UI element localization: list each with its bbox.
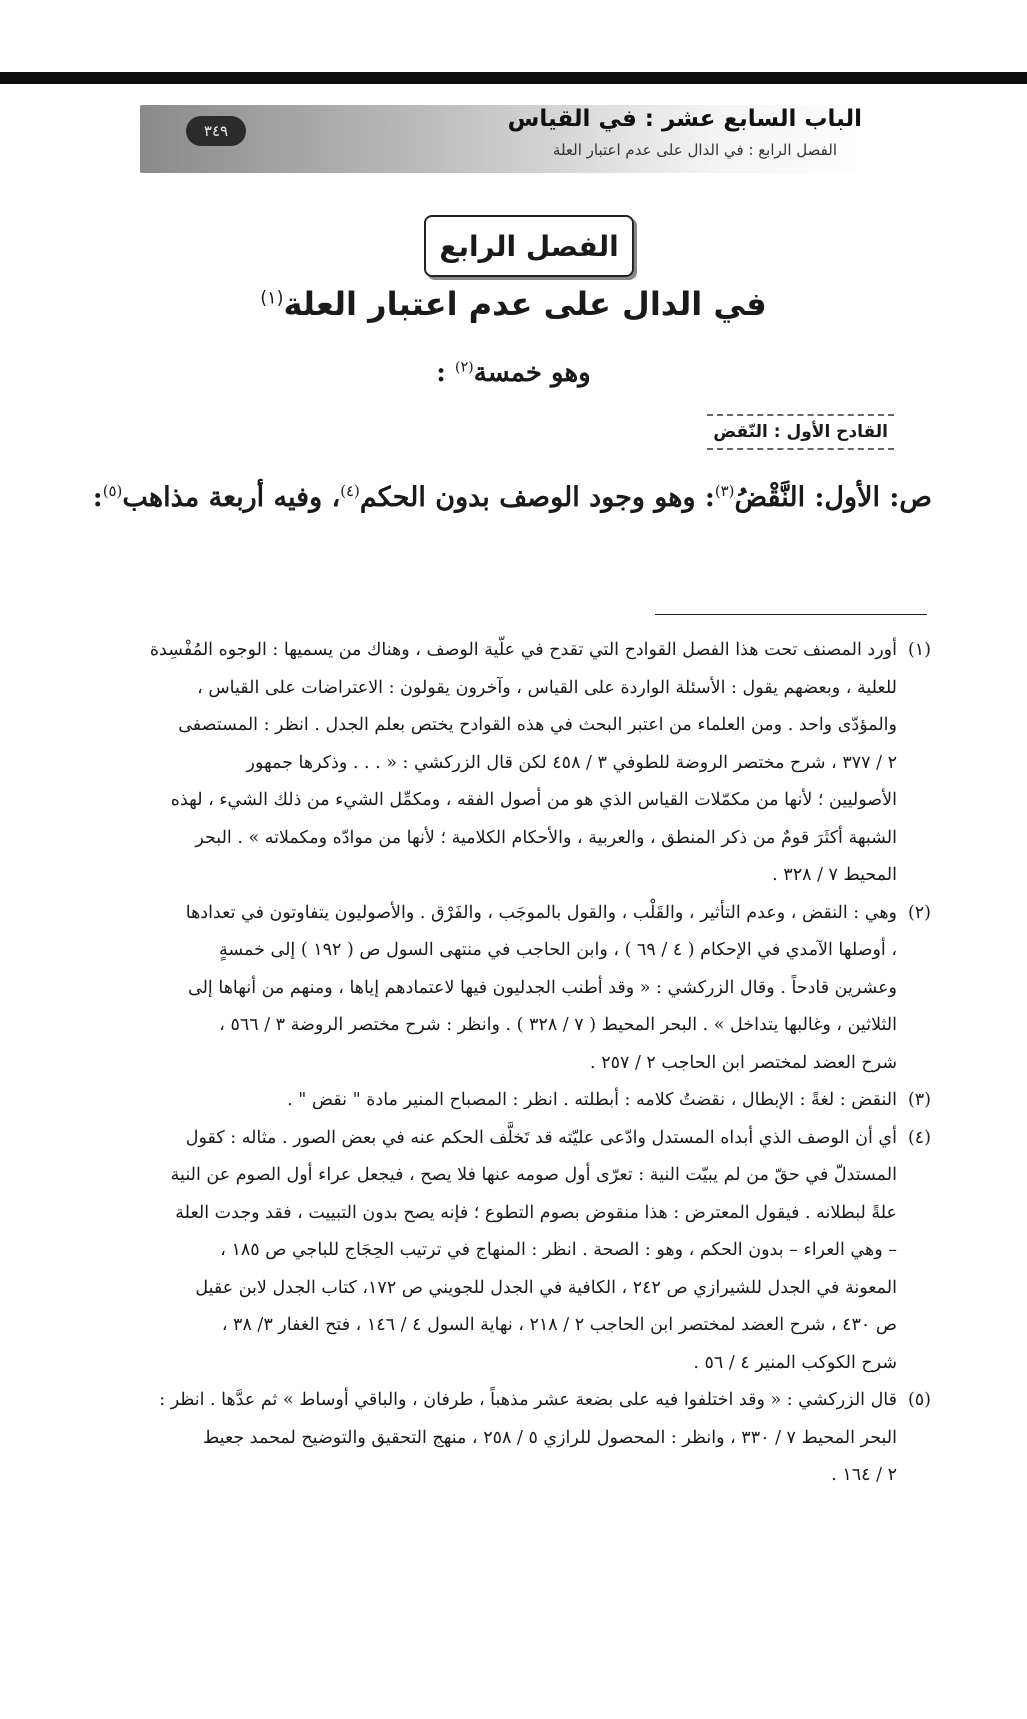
main-text-part3: ، وفيه أربعة مذاهب (122, 482, 341, 513)
footnote-line: شرح العضد لمختصر ابن الحاجب ٢ / ٢٥٧ . (590, 1052, 897, 1073)
footnote-line: قال الزركشي : « وقد اختلفوا فيه على بضعة عشر مذهباً ، طرفان ، والباقي أوساط » ثم عدَّها . انظر : (159, 1390, 897, 1410)
footnote-line: الشبهة أكثَرَ قومٌ من ذكر المنطق ، والعربية ، والأحكام الكلامية ؛ لأنها من موادّه ومكملاته » . البحر (195, 827, 897, 848)
chapter-box-title: الفصل الرابع (424, 215, 634, 277)
footnote-1 (97, 632, 931, 895)
footnote-ref-4: (٤) (340, 482, 360, 500)
footnote-line: أي أن الوصف الذي أبداه المستدل وادّعى عليّته قد تَخلَّف الحكم عنه في بعض الصور . مثاله : كقول (185, 1127, 897, 1148)
footnote-number: (٣) (907, 1090, 931, 1110)
footnote-line: المستدلّ في حقّ من لم يبيّت النية : تعرّى أول صومه عنها فلا يصح ، فيجعل عراء أول الصوم عن النية (170, 1165, 897, 1185)
running-header-subtitle: الفصل الرابع : في الدال على عدم اعتبار العلة (552, 141, 837, 159)
footnote-line: ص ٤٣٠ ، شرح العضد لمختصر ابن الحاجب ٢ / ٢١٨ ، نهاية السول ٤ / ١٤٦ ، فتح الغفار ٣/ ٣٨ ، (221, 1315, 897, 1335)
footnote-ref-2: (٢) (454, 359, 474, 376)
footnote-number: (٤) (907, 1127, 931, 1148)
footnote-line: للعلية ، وبعضهم يقول : الأسئلة الواردة على القياس ، وآخرون يقولون : الاعتراضات على القياس ، (197, 677, 897, 698)
footnote-text (97, 1120, 897, 1383)
footnote-line: والمؤدّى واحد . ومن العلماء من اعتبر البحث في هذه القوادح يختص بعلم الجدل . انظر : المستصفى (178, 715, 897, 735)
footnote-text (97, 895, 897, 1083)
footnote-2 (97, 895, 931, 1083)
footnote-ref-3: (٣) (714, 482, 735, 500)
footnote-text (97, 1082, 897, 1120)
footnote-line: النقض : لغةً : الإبطال ، نقضتُ كلامه : أبطلته . انظر : المصباح المنير مادة " نقض " . (287, 1090, 897, 1110)
footnote-number: (٥) (907, 1390, 931, 1410)
footnote-3 (97, 1082, 931, 1120)
footnote-text (97, 1382, 897, 1495)
footnote-line: المحيط ٧ / ٣٢٨ . (772, 865, 897, 885)
footnote-5 (97, 1382, 931, 1495)
footnote-number: (١) (907, 640, 931, 660)
footnote-line: شرح الكوكب المنير ٤ / ٥٦ . (693, 1352, 897, 1373)
footnote-text (97, 632, 897, 895)
footnote-line: وهي : النقض ، وعدم التأثير ، والقَلْب ، والقول بالموجَب ، والفَرْق . والأصوليون يتفاوتون في تعدادها (185, 902, 897, 923)
footnote-separator (655, 614, 927, 615)
footnote-line: ٢ / ١٦٤ . (831, 1465, 897, 1485)
footnote-number: (٢) (907, 902, 931, 923)
top-rule (0, 72, 1027, 84)
footnote-line: الثلاثين ، وغالبها يتداخل » . البحر المحيط ( ٧ / ٣٢٨ ) . وانظر : شرح مختصر الروضة ٣ / ٥٦٦ ، (219, 1015, 897, 1035)
count-suffix: : (436, 358, 455, 388)
footnote-line: علةً لبطلانه . فيقول المعترض : هذا منقوض بصوم التطوع ؛ فإنه يصح بدون التبييت ، فقد وجدت العلة (175, 1202, 897, 1223)
section-label: القادح الأول : النّقض (707, 414, 894, 450)
footnote-line: البحر المحيط ٧ / ٣٣٠ ، وانظر : المحصول للرازي ٥ / ٢٥٨ ، منهج التحقيق والتوضيح لمحمد جعيط (203, 1427, 897, 1448)
footnote-line: – وهي العراء – بدون الحكم ، وهو : الصحة . انظر : المنهاج في ترتيب الحِجَاج للباجي ص ١٨٥ ، (220, 1240, 897, 1260)
main-text-part4: : (92, 482, 103, 513)
footnote-ref-5: (٥) (102, 482, 123, 500)
main-text-line (93, 482, 932, 513)
footnote-line: ٢ / ٣٧٧ ، شرح مختصر الروضة للطوفي ٣ / ٤٥٨ لكن قال الزركشي : « . . . وذكرها جمهور (246, 752, 897, 773)
main-text-part2: : وهو وجود الوصف بدون الحكم (359, 482, 715, 513)
footnote-line: ، أوصلها الآمدي في الإحكام ( ٤ / ٦٩ ) ، وابن الحاجب في منتهى السول ص ( ١٩٢ ) إلى خمسةٍ (219, 940, 897, 960)
footnote-line: الأصوليين ؛ لأنها من مكمّلات القياس الذي هو من أصول الفقه ، ومكمِّل الشيء من ذلك الشيء ، لهذه (170, 790, 897, 810)
running-header-title: الباب السابع عشر : في القياس (507, 106, 862, 132)
chapter-title (0, 285, 1027, 323)
main-text-part1: ص: الأول: النَّقْضُ (734, 482, 932, 513)
footnote-line: المعونة في الجدل للشيرازي ص ٢٤٢ ، الكافية في الجدل للجويني ص ١٧٢، كتاب الجدل لابن عقيل (195, 1277, 897, 1298)
footnote-4 (97, 1120, 931, 1383)
footnote-line: وعشرين قادحاً . وقال الزركشي : « وقد أطنب الجدليون فيها لاعتمادهم إياها ، ومنهم من أنهاها إلى (188, 977, 897, 998)
footnotes (97, 632, 931, 1495)
chapter-title-text: في الدال على عدم اعتبار العلة (283, 285, 767, 323)
count-text: وهو خمسة (473, 358, 591, 388)
count-line (0, 358, 1027, 388)
page-number: ٣٤٩ (186, 116, 246, 146)
footnote-ref-1: (١) (260, 288, 284, 309)
footnote-line: أورد المصنف تحت هذا الفصل القوادح التي تقدح في علّية الوصف ، وهناك من يسميها : الوجوه المُفْسِدة (149, 640, 897, 660)
